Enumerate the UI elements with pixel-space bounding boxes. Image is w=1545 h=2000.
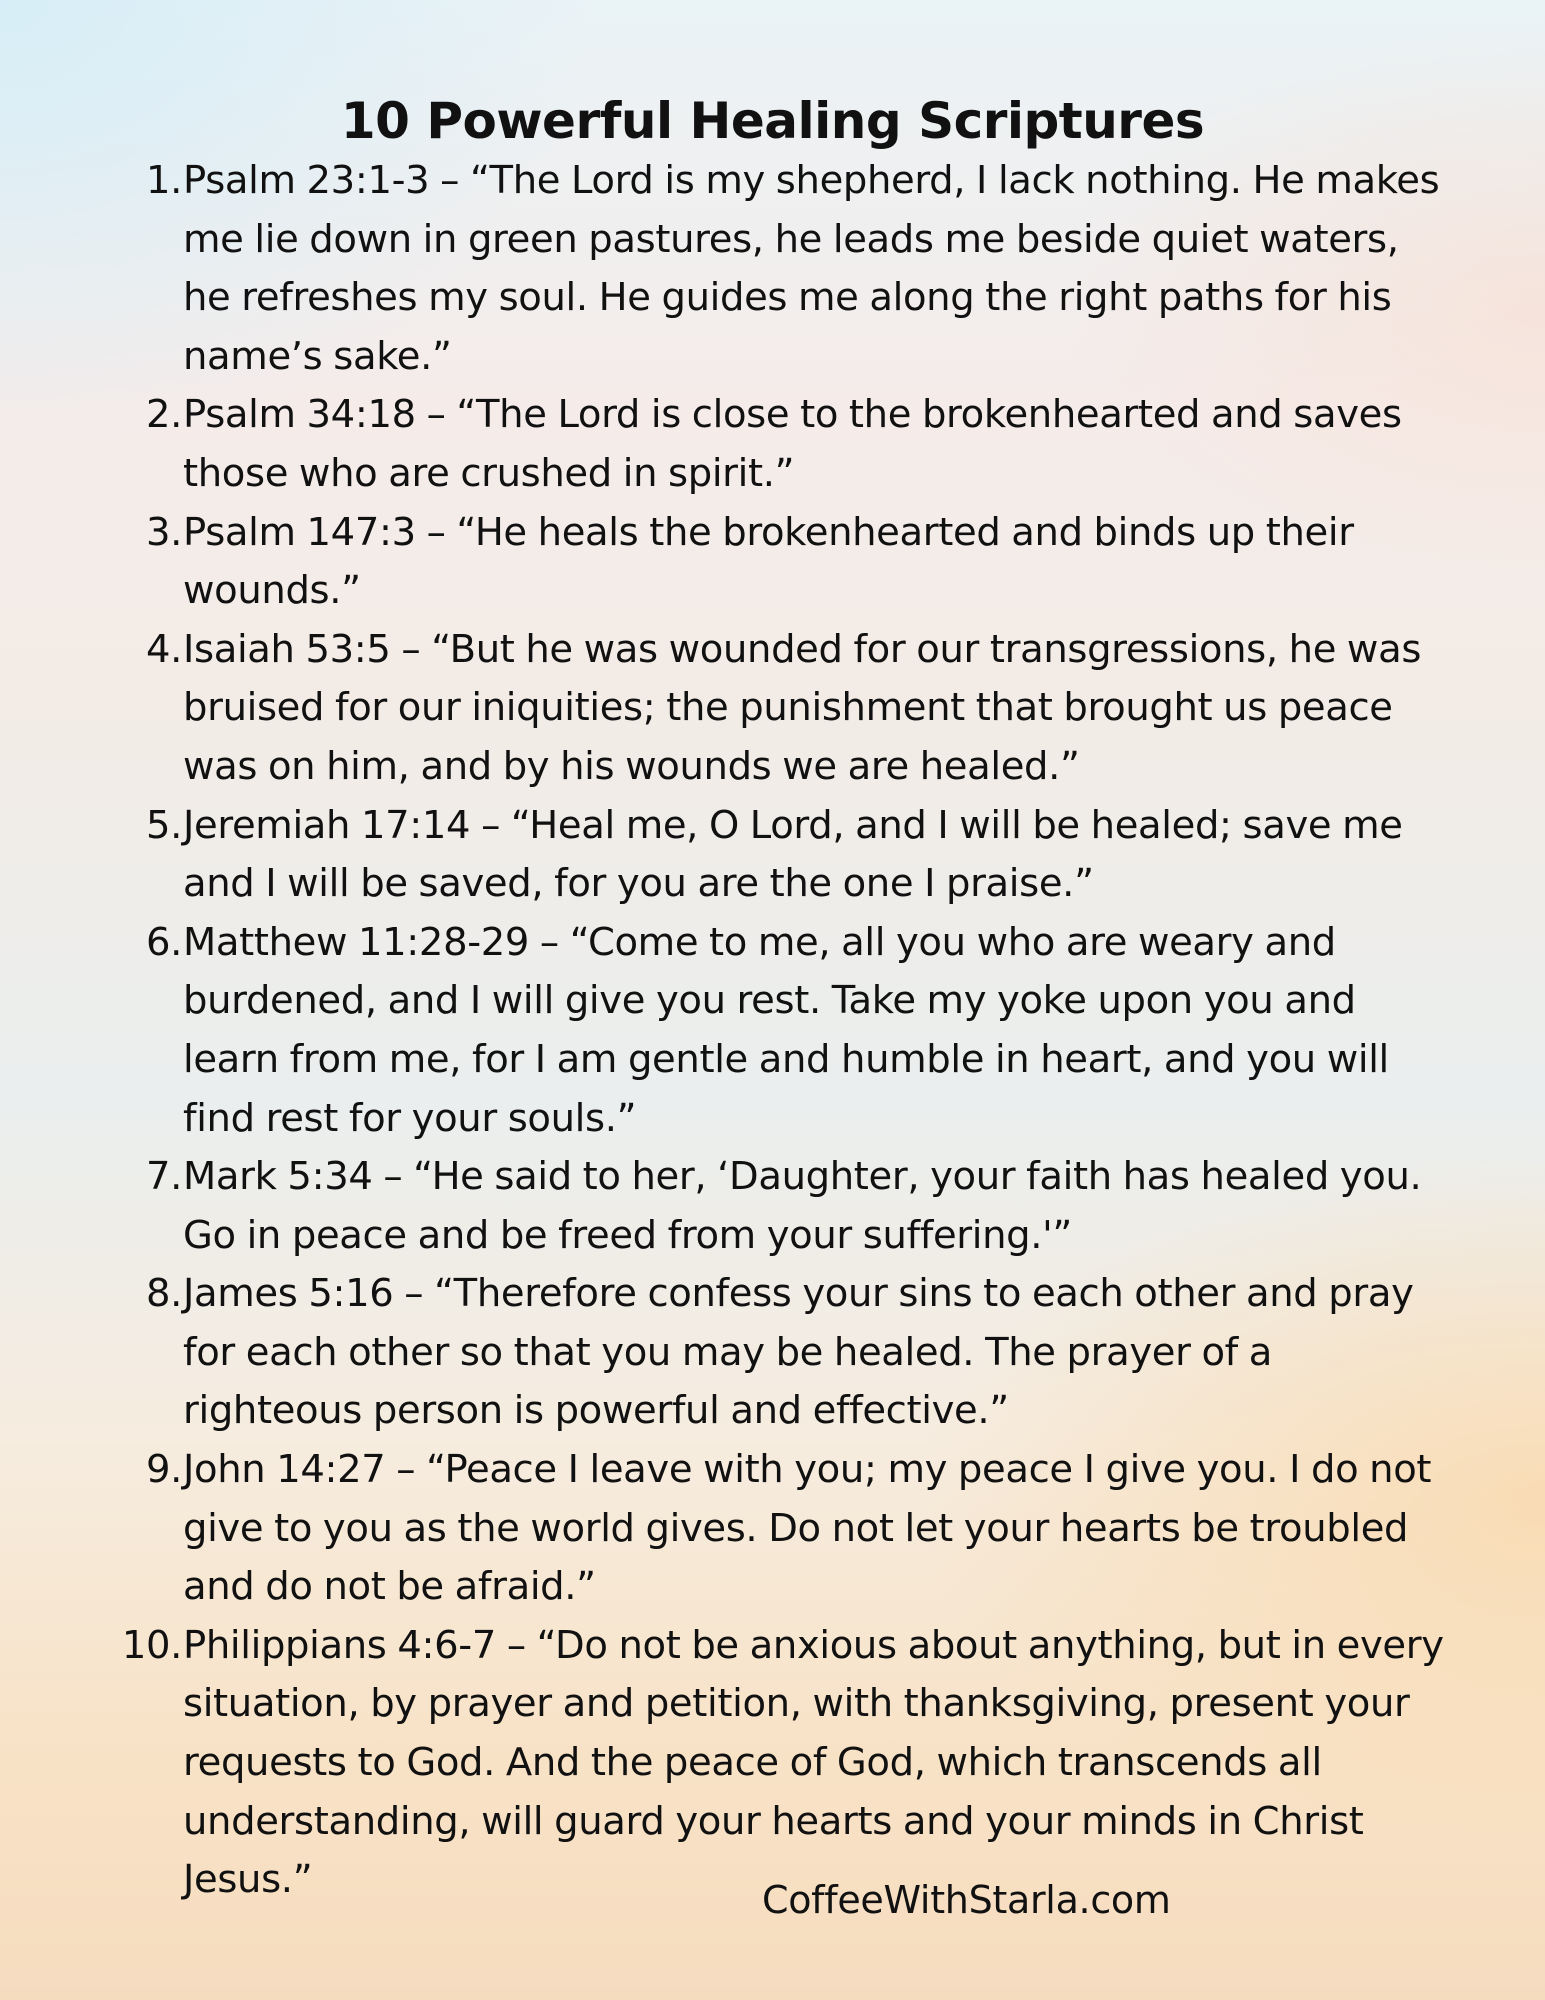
item-number: 6. (145, 919, 182, 965)
item-number: 9. (145, 1447, 182, 1493)
scripture-item-2 (0, 386, 1545, 503)
scripture-item-1 (0, 152, 1545, 386)
item-number: 3. (145, 509, 182, 555)
scripture-item-6 (0, 914, 1545, 1148)
item-number: 2. (145, 392, 182, 438)
scripture-text: Isaiah 53:5 – “But he was wounded for our transgressions, he was bruised for our iniquities; the punishment that brought us peace was on him, and by his wounds we are healed.” (183, 626, 1422, 789)
scripture-list (0, 152, 1545, 1910)
item-number: 1. (145, 158, 182, 203)
scripture-item-9 (0, 1441, 1545, 1617)
scripture-item-7 (0, 1148, 1545, 1265)
scripture-text: Matthew 11:28-29 – “Come to me, all you who are weary and burdened, and I will give you rest. Take my yoke upon you and learn from me, for I am gentle and humble in heart, and you will find rest for your souls.” (183, 919, 1389, 1141)
scripture-text: Philippians 4:6-7 – “Do not be anxious about anything, but in every situation, by prayer and petition, with thanksgiving, present your requests to God. And the peace of God, which transcends all understanding, will guard your hearts and your minds in Christ Jesus.” (183, 1622, 1444, 1903)
scripture-item-4 (0, 621, 1545, 797)
scripture-item-5 (0, 797, 1545, 914)
scripture-text: James 5:16 – “Therefore confess your sins to each other and pray for each other so that you may be healed. The prayer of a righteous person is powerful and effective.” (183, 1271, 1414, 1434)
scripture-item-3 (0, 504, 1545, 621)
scripture-text: Jeremiah 17:14 – “Heal me, O Lord, and I will be healed; save me and I will be saved, for you are the one I praise.” (183, 802, 1403, 907)
scripture-text: Psalm 23:1-3 – “The Lord is my shepherd, I lack nothing. He makes me lie down in green pastures, he leads me beside quiet waters, he refreshes my soul. He guides me along the right paths for his name’s sake.” (183, 158, 1440, 379)
scripture-item-10 (0, 1617, 1545, 1910)
scripture-text: John 14:27 – “Peace I leave with you; my peace I give you. I do not give to you as the world gives. Do not let your hearts be troubled and do not be afraid.” (183, 1447, 1432, 1610)
scripture-text: Mark 5:34 – “He said to her, ‘Daughter, your faith has healed you. Go in peace and be freed from your suffering.'” (183, 1154, 1422, 1258)
scripture-text: Psalm 147:3 – “He heals the brokenhearted and binds up their wounds.” (183, 509, 1354, 614)
scripture-item-8 (0, 1265, 1545, 1441)
item-number: 5. (145, 802, 182, 848)
item-number: 8. (145, 1271, 182, 1317)
scripture-text: Psalm 34:18 – “The Lord is close to the brokenhearted and saves those who are crushed in spirit.” (183, 392, 1402, 496)
page-title: 10 Powerful Healing Scriptures (340, 91, 1205, 150)
item-number: 10. (121, 1622, 182, 1668)
item-number: 7. (145, 1154, 182, 1200)
website-credit: CoffeeWithStarla.com (762, 1878, 1171, 1922)
item-number: 4. (145, 626, 182, 672)
